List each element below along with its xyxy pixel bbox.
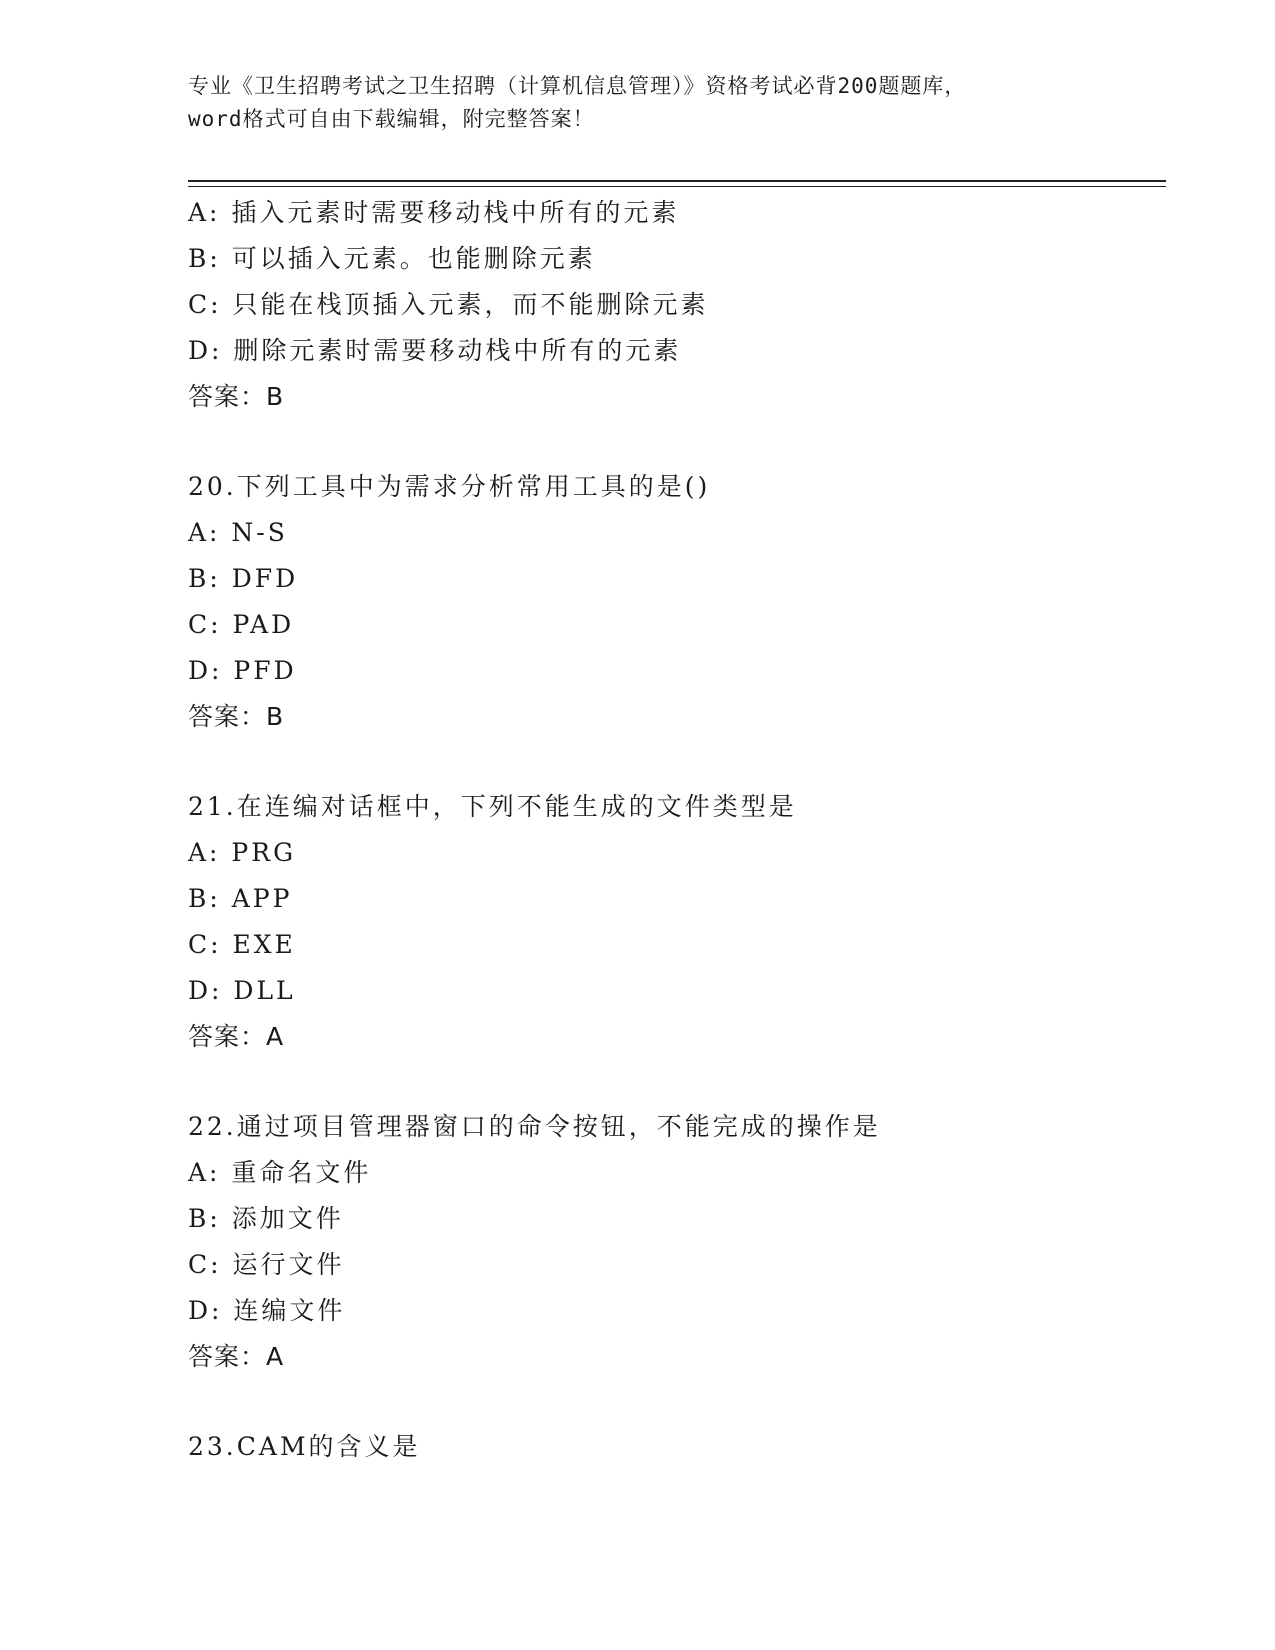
option-c: C: EXE [188, 930, 296, 959]
spacer [188, 1060, 1168, 1104]
header-divider-thin [188, 186, 1166, 187]
answer: 答案：B [188, 382, 285, 411]
option-d: D: 删除元素时需要移动栈中所有的元素 [188, 336, 682, 365]
question-20 [188, 464, 1168, 740]
option-a: A: 重命名文件 [188, 1158, 372, 1187]
option-a: A: 插入元素时需要移动栈中所有的元素 [188, 198, 680, 227]
question-text: 20.下列工具中为需求分析常用工具的是() [188, 472, 711, 501]
answer: 答案：A [188, 1342, 285, 1371]
question-text: 22.通过项目管理器窗口的命令按钮，不能完成的操作是 [188, 1112, 881, 1141]
option-b: B: DFD [188, 564, 299, 593]
spacer [188, 420, 1168, 464]
option-a: A: N-S [188, 518, 288, 547]
question-list [188, 190, 1168, 1470]
option-d: D: 连编文件 [188, 1296, 346, 1325]
question-21 [188, 784, 1168, 1060]
answer: 答案：B [188, 702, 285, 731]
option-c: C: 只能在栈顶插入元素，而不能删除元素 [188, 290, 709, 319]
option-a: A: PRG [188, 838, 297, 867]
question-text: 23.CAM的含义是 [188, 1432, 421, 1461]
option-b: B: 添加文件 [188, 1204, 344, 1233]
spacer [188, 1380, 1168, 1424]
option-c: C: 运行文件 [188, 1250, 345, 1279]
option-c: C: PAD [188, 610, 295, 639]
header-divider [188, 180, 1166, 182]
question-19 [188, 190, 1168, 420]
question-23 [188, 1424, 1168, 1470]
question-text: 21.在连编对话框中，下列不能生成的文件类型是 [188, 792, 797, 821]
document-header [188, 70, 1088, 136]
option-d: D: DLL [188, 976, 296, 1005]
spacer [188, 740, 1168, 784]
question-22 [188, 1104, 1168, 1380]
option-b: B: APP [188, 884, 293, 913]
answer: 答案：A [188, 1022, 285, 1051]
header-line-1: 专业《卫生招聘考试之卫生招聘（计算机信息管理）》资格考试必背200题题库， [188, 74, 967, 98]
option-d: D: PFD [188, 656, 297, 685]
option-b: B: 可以插入元素。也能删除元素 [188, 244, 596, 273]
header-line-2: word格式可自由下载编辑，附完整答案！ [188, 107, 595, 131]
